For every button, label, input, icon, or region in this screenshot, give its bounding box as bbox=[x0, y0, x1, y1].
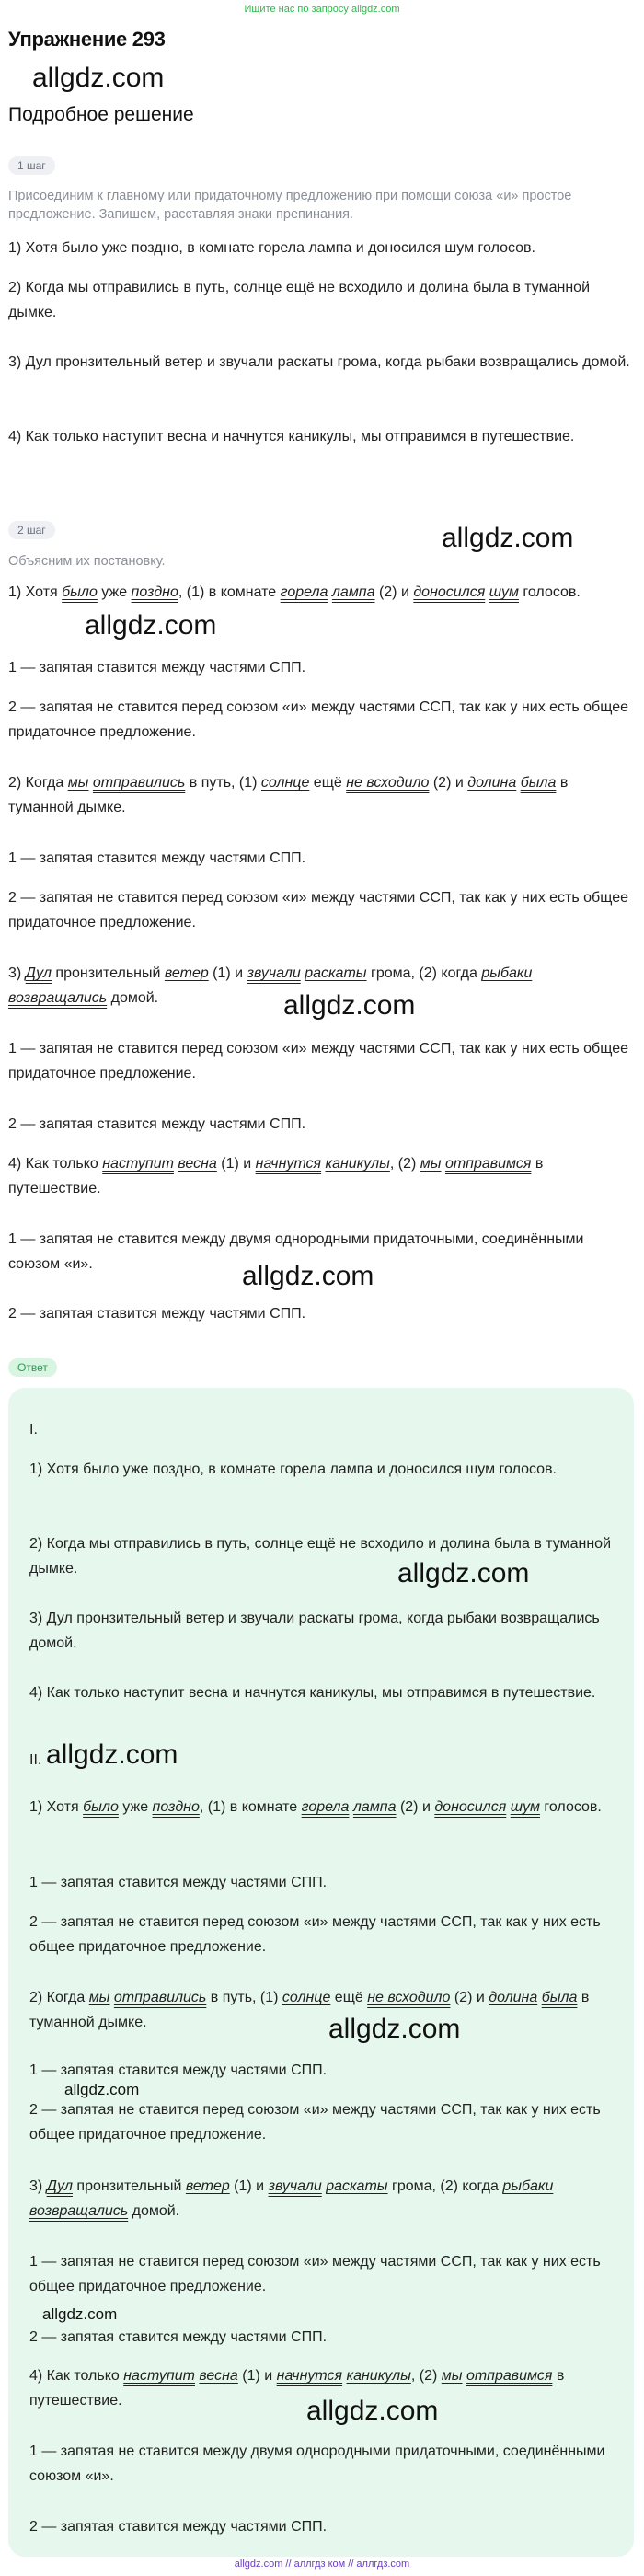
answer-sentence-2: 2) Когда мы отправились в путь, солнце ещё не всходило и долина была в туманной дымке. bbox=[29, 1536, 611, 1577]
watermark: allgdz.com bbox=[283, 990, 416, 1021]
exercise-title: Упражнение 293 bbox=[8, 28, 166, 51]
answer-note-3-1: 1 — запятая не ставится перед союзом «и» между частями ССП, так как у них есть общее придаточное предложение. bbox=[29, 2254, 601, 2294]
step-1-badge: 1 шаг bbox=[8, 156, 55, 175]
step-1-sentence-4: 4) Как только наступит весна и начнутся каникулы, мы отправимся в путешествие. bbox=[8, 429, 575, 445]
answer-analysis-1: 1) Хотя было уже поздно, (1) в комнате горела лампа (2) и доносился шум голосов. bbox=[29, 1799, 602, 1815]
watermark: allgdz.com bbox=[306, 2396, 439, 2426]
step-2-intro: Объясним их постановку. bbox=[8, 554, 166, 569]
answer-sentence-4: 4) Как только наступит весна и начнутся каникулы, мы отправимся в путешествие. bbox=[29, 1685, 596, 1701]
answer-analysis-4: 4) Как только наступит весна (1) и начнутся каникулы, (2) мы отправимся в путешествие. bbox=[29, 2368, 565, 2409]
answer-badge: Ответ bbox=[8, 1358, 57, 1377]
note-3-1: 1 — запятая не ставится перед союзом «и» между частями ССП, так как у них есть общее придаточное предложение. bbox=[8, 1041, 628, 1081]
step-1-sentence-3: 3) Дул пронзительный ветер и звучали раскаты грома, когда рыбаки возвращались домой. bbox=[8, 354, 630, 370]
answer-roman-1: I. bbox=[29, 1422, 38, 1438]
analysis-sentence-4: 4) Как только наступит весна (1) и начнутся каникулы, (2) мы отправимся в путешествие. bbox=[8, 1156, 544, 1196]
step-1-intro: Присоединим к главному или придаточному предложению при помощи союза «и» простое предложение. Запишем, расставляя знаки препинания. bbox=[8, 189, 572, 222]
note-4-2: 2 — запятая ставится между частями СПП. bbox=[8, 1306, 306, 1322]
answer-roman-2: II. bbox=[29, 1752, 42, 1768]
note-2-1: 1 — запятая ставится между частями СПП. bbox=[8, 850, 306, 866]
analysis-sentence-2: 2) Когда мы отправились в путь, (1) солнце ещё не всходило (2) и долина была в туманной дымке. bbox=[8, 775, 569, 815]
answer-analysis-3: 3) Дул пронзительный ветер (1) и звучали раскаты грома, (2) когда рыбаки возвращались домой. bbox=[29, 2178, 554, 2219]
answer-sentence-3: 3) Дул пронзительный ветер и звучали раскаты грома, когда рыбаки возвращались домой. bbox=[29, 1611, 600, 1651]
watermark: allgdz.com bbox=[32, 63, 165, 93]
answer-note-2-2: 2 — запятая не ставится перед союзом «и» между частями ССП, так как у них есть общее придаточное предложение. bbox=[29, 2102, 601, 2143]
top-banner[interactable]: Ищите нас по запросу allgdz.com bbox=[244, 4, 400, 15]
watermark: allgdz.com bbox=[242, 1261, 374, 1291]
note-4-1: 1 — запятая не ставится между двумя однородными придаточными, соединёнными союзом «и». bbox=[8, 1231, 584, 1272]
analysis-sentence-1: 1) Хотя было уже поздно, (1) в комнате горела лампа (2) и доносился шум голосов. bbox=[8, 584, 581, 600]
watermark: allgdz.com bbox=[64, 2081, 140, 2098]
note-1-1: 1 — запятая ставится между частями СПП. bbox=[8, 660, 306, 676]
answer-sentence-1: 1) Хотя было уже поздно, в комнате горела лампа и доносился шум голосов. bbox=[29, 1461, 557, 1477]
watermark: allgdz.com bbox=[85, 610, 217, 641]
analysis-sentence-3: 3) Дул пронзительный ветер (1) и звучали раскаты грома, (2) когда рыбаки возвращались домой. bbox=[8, 965, 533, 1006]
answer-note-1-1: 1 — запятая ставится между частями СПП. bbox=[29, 1875, 328, 1890]
watermark: allgdz.com bbox=[46, 1739, 178, 1770]
subtitle: Подробное решение bbox=[8, 104, 194, 125]
step-1-sentence-1: 1) Хотя было уже поздно, в комнате горела лампа и доносился шум голосов. bbox=[8, 240, 535, 256]
watermark: allgdz.com bbox=[328, 2014, 461, 2044]
step-2-badge: 2 шаг bbox=[8, 521, 55, 539]
answer-note-2-1: 1 — запятая ставится между частями СПП. bbox=[29, 2062, 328, 2078]
watermark: allgdz.com bbox=[397, 1558, 530, 1588]
note-2-2: 2 — запятая не ставится перед союзом «и» между частями ССП, так как у них есть общее придаточное предложение. bbox=[8, 890, 628, 930]
note-3-2: 2 — запятая ставится между частями СПП. bbox=[8, 1116, 306, 1132]
step-1-sentence-2: 2) Когда мы отправились в путь, солнце ещё не всходило и долина была в туманной дымке. bbox=[8, 280, 590, 320]
answer-note-4-1: 1 — запятая не ставится между двумя однородными придаточными, соединёнными союзом «и». bbox=[29, 2443, 605, 2484]
watermark: allgdz.com bbox=[42, 2305, 118, 2323]
footer-links[interactable]: allgdz.com // аллгдз ком // аллгдз.com bbox=[234, 2559, 410, 2570]
answer-analysis-2: 2) Когда мы отправились в путь, (1) солнце ещё не всходило (2) и долина была в туманной дымке. bbox=[29, 1990, 590, 2030]
note-1-2: 2 — запятая не ставится перед союзом «и» между частями ССП, так как у них есть общее придаточное предложение. bbox=[8, 699, 628, 740]
answer-note-3-2: 2 — запятая ставится между частями СПП. bbox=[29, 2329, 328, 2345]
watermark: allgdz.com bbox=[442, 523, 574, 553]
answer-note-4-2: 2 — запятая ставится между частями СПП. bbox=[29, 2519, 328, 2535]
answer-note-1-2: 2 — запятая не ставится перед союзом «и» между частями ССП, так как у них есть общее придаточное предложение. bbox=[29, 1914, 601, 1955]
